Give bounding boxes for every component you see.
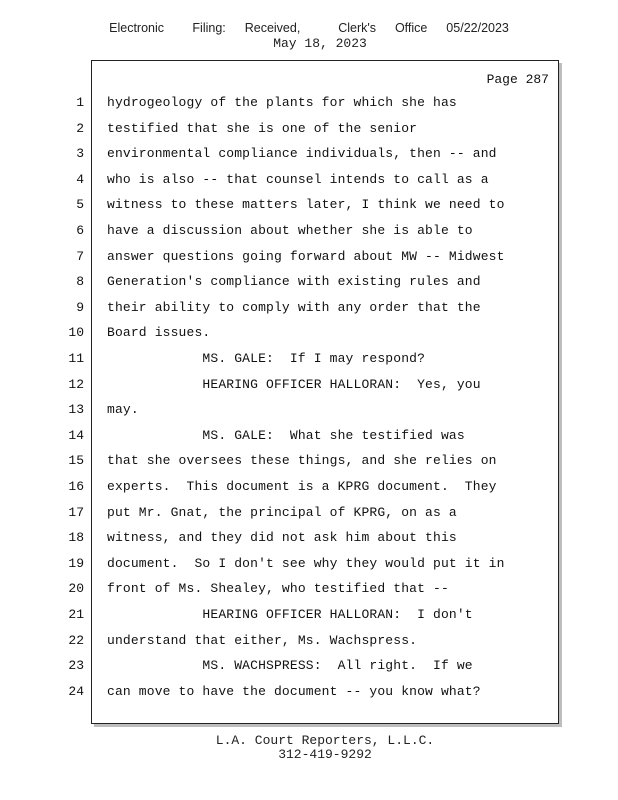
line-number: 5 [76,197,84,213]
page-number: Page 287 [486,72,549,87]
footer-company: L.A. Court Reporters, L.L.C. [215,733,435,748]
transcript-line-text: understand that either, Ms. Wachspress. [107,632,418,648]
transcript-line-text: experts. This document is a KPRG document. They [107,479,497,494]
transcript-line-text: Board issues. [107,325,211,341]
line-number: 13 [68,402,84,418]
line-number: 2 [76,120,84,136]
line-number: 16 [68,479,84,494]
transcript-line-text: environmental compliance individuals, then -- and [107,146,497,162]
transcript-line-text: document. So I don't see why they would put it in [107,555,505,571]
line-number: 7 [76,248,84,264]
transcript-line-text: testified that she is one of the senior [107,120,418,136]
transcript-line-text: who is also -- that counsel intends to call as a [107,171,489,187]
line-number: 14 [68,427,84,443]
filing-stamp: Electronic Filing: Received, Clerk's Office 05/22/2023 [109,21,509,35]
transcript-line-text: their ability to comply with any order that the [107,299,481,315]
transcript-line-text: Generation's compliance with existing rules and [107,274,481,290]
transcript-date: May 18, 2023 [273,36,367,51]
footer-phone: 312-419-9292 [278,747,372,762]
line-number: 20 [68,581,84,597]
line-number: 9 [76,299,84,315]
line-number: 6 [76,223,84,238]
line-number: 15 [68,453,84,469]
transcript-line-text: MS. GALE: What she testified was [107,427,465,443]
line-number: 23 [68,658,84,674]
line-number: 19 [68,555,84,571]
transcript-line-text: answer questions going forward about MW -- Midwest [107,248,505,264]
line-number: 8 [76,274,84,290]
line-number: 3 [76,146,84,162]
transcript-line-text: witness, and they did not ask him about this [107,530,457,546]
line-number: 12 [68,376,84,392]
transcript-line-text: hydrogeology of the plants for which she has [107,95,457,110]
transcript-line-text: can move to have the document -- you know what? [107,683,481,699]
line-number: 22 [68,632,84,648]
line-number: 17 [68,504,84,520]
line-number: 24 [68,683,84,699]
transcript-line-text: MS. WACHSPRESS: All right. If we [107,658,473,674]
transcript-line-text: HEARING OFFICER HALLORAN: Yes, you [107,376,481,392]
line-number: 11 [68,351,84,366]
line-number: 21 [68,607,84,622]
transcript-line-text: that she oversees these things, and she relies on [107,453,497,469]
transcript-line-text: have a discussion about whether she is able to [107,223,473,238]
transcript-line-text: witness to these matters later, I think we need to [107,197,505,213]
transcript-line-text: HEARING OFFICER HALLORAN: I don't [107,607,473,622]
transcript-line-text: front of Ms. Shealey, who testified that -- [107,581,449,597]
line-number: 4 [76,171,84,187]
transcript-line-text: put Mr. Gnat, the principal of KPRG, on as a [107,504,457,520]
transcript-line-text: MS. GALE: If I may respond? [107,351,426,366]
line-number: 18 [68,530,84,546]
transcript-line-text: may. [107,402,139,418]
line-number: 10 [68,325,84,341]
line-number: 1 [76,95,84,110]
